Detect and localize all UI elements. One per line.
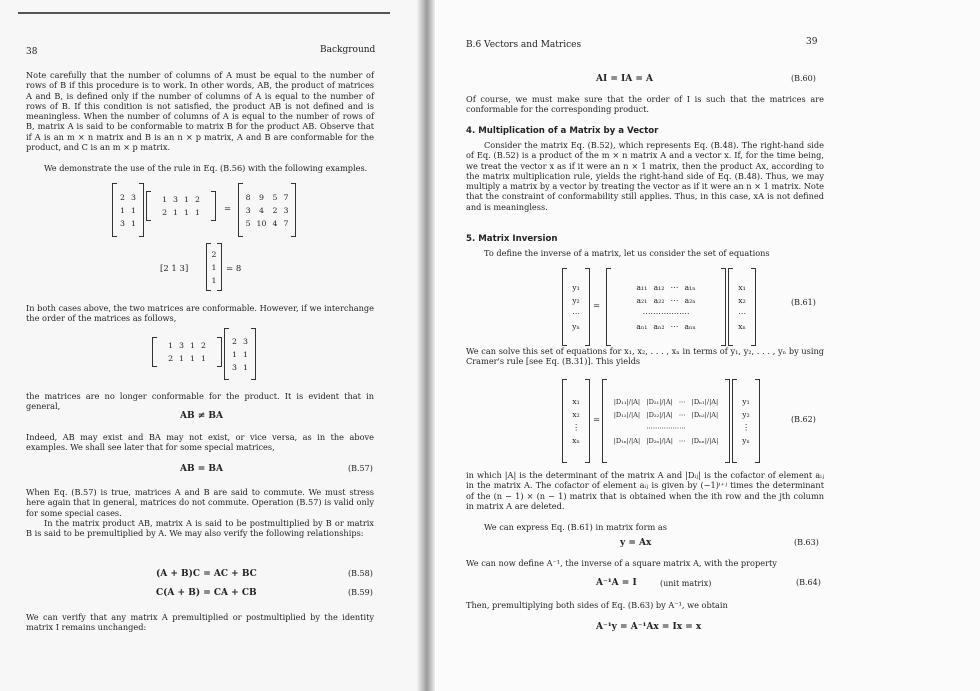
right-para-4: We can solve this set of equations for x₁, x₂, . . . , xₙ in terms of y₁, y₂, . . . , yₙ by using Cramer's rule [see Eq. (B.31)]. This yields	[466, 346, 824, 367]
example2-row-vector: [2 1 3]	[160, 264, 189, 274]
tag-b62: (B.62)	[791, 415, 816, 424]
tag-b59: (B.59)	[348, 588, 373, 597]
matrix-entry: x₂	[738, 296, 746, 305]
right-para-8: Then, premultiplying both sides of Eq. (B.63) by A⁻¹, we obtain	[466, 600, 728, 610]
left-page-number: 38	[26, 47, 38, 57]
matrix-entry: |D₁ₙ|/|A|	[613, 436, 641, 445]
eq-b60: AI = IA = A	[596, 74, 653, 84]
matrix-entry: 1	[200, 354, 206, 363]
matrix-entry: 5	[245, 218, 251, 228]
matrix-entry: 2	[232, 336, 237, 346]
left-running-head: Background	[320, 45, 376, 55]
left-page	[0, 0, 430, 691]
matrix-entry: 9	[259, 192, 264, 202]
left-para-5: Indeed, AB may exist and BA may not exist, or vice versa, as in the above examples. We shall see later that for some special matrices,	[26, 432, 374, 453]
matrix-entry: 4	[259, 205, 264, 215]
matrix-entry: a₁₂	[653, 283, 665, 292]
matrix-entry: ⋯	[670, 283, 679, 292]
right-page	[436, 0, 980, 691]
matrix-entry: |D₂₁|/|A|	[646, 397, 673, 406]
matrix-entry: a₂ₙ	[684, 296, 696, 305]
book-gutter	[417, 0, 435, 691]
matrix-entry: ⋯	[678, 436, 686, 445]
matrix-entry: y₂	[572, 296, 580, 305]
right-para-6: We can express Eq. (B.61) in matrix form as	[484, 522, 667, 532]
matrix-entry: xₙ	[738, 322, 746, 331]
matrix-entry: 1	[211, 275, 217, 285]
matrix-entry: |D₂ₙ|/|A|	[646, 436, 673, 445]
matrix-entry: 1	[131, 205, 136, 215]
matrix-entry: aₙ₁	[636, 322, 648, 331]
left-para-2: We demonstrate the use of the rule in Eq. (B.56) with the following examples.	[44, 163, 368, 173]
matrix-entry: 1	[232, 349, 237, 359]
matrix-entry: aₙₙ	[684, 322, 696, 331]
matrix-entry: 1	[243, 349, 248, 359]
matrix-entry: 2	[211, 249, 217, 259]
matrix-entry: 5	[272, 192, 278, 202]
tag-b63: (B.63)	[794, 538, 819, 547]
eq-b61-a-matrix	[606, 268, 726, 346]
matrix-entry: ⋯	[678, 397, 686, 406]
right-para-7: We can now define A⁻¹, the inverse of a square matrix A, with the property	[466, 558, 777, 568]
matrix-entry: 3	[120, 218, 125, 228]
left-para-1: Note carefully that the number of columns of A must be equal to the number of rows of B if this procedure is to work. In other words, AB, the product of matrices A and B, is defined only if the number of columns of A is equal to the number of rows of B. If this condition is not satisfied, the product AB is not defined and is meaningless. When the number of columns of A is equal to the number of rows of B, matrix A is said to be conformable to matrix B for the product AB. Observe that if A is an m × n matrix and B is an n × p matrix, A and B are conformable for the product, and C is an m × p matrix.	[26, 70, 374, 153]
eq-b62-y-vector	[732, 379, 760, 463]
example2-column-vector	[206, 243, 222, 291]
matrix-entry: 1	[120, 205, 125, 215]
matrix-entry: 3	[245, 205, 251, 215]
matrix-entry: ⋮	[742, 423, 750, 432]
matrix-entry: 8	[245, 192, 251, 202]
eq-b62-x-vector	[562, 379, 590, 463]
tag-b64: (B.64)	[796, 578, 821, 587]
eq-b63: y = Ax	[620, 538, 652, 548]
eq-b64: A⁻¹A = I	[596, 578, 637, 588]
matrix-entry: 3	[232, 362, 237, 372]
tag-b60: (B.60)	[791, 74, 816, 83]
matrix-entry: 1	[243, 362, 248, 372]
matrix-entry: 1	[162, 195, 168, 204]
matrix-entry: y₁	[572, 283, 580, 292]
eq-b61-y-vector	[562, 268, 590, 346]
matrix-entry: yₙ	[742, 436, 750, 445]
right-para-1: Of course, we must make sure that the order of I is such that the matrices are conformable for the corresponding product.	[466, 94, 824, 115]
eq-b61-equals: =	[593, 301, 601, 311]
right-para-3: To define the inverse of a matrix, let us consider the set of equations	[484, 248, 770, 258]
example1-matrix-c	[238, 183, 296, 237]
matrix-entry: 1	[211, 262, 217, 272]
matrix-entry: y₂	[742, 410, 750, 419]
matrix-entry: ⋯	[738, 309, 746, 318]
left-para-4: the matrices are no longer conformable for the product. It is evident that in general,	[26, 391, 374, 412]
matrix-entry: 2	[162, 208, 168, 217]
top-rule	[18, 12, 390, 14]
eq-b59: C(A + B) = CA + CB	[156, 588, 257, 598]
matrix-entry: 1	[179, 354, 184, 363]
matrix-entry: x₁	[738, 283, 746, 292]
matrix-entry: 3	[179, 341, 184, 350]
matrix-entry: 1	[190, 341, 195, 350]
matrix-entry: |Dₙ₂|/|A|	[691, 410, 719, 419]
matrix-entry: 2	[272, 205, 278, 215]
matrix-entry: |Dₙ₁|/|A|	[691, 397, 719, 406]
matrix-entry: |D₁₂|/|A|	[613, 410, 641, 419]
matrix-entry: 10	[256, 218, 267, 228]
matrix-entry: ⋯	[670, 296, 679, 305]
matrix-entry: a₂₂	[653, 296, 665, 305]
matrix-entry: x₂	[572, 410, 580, 419]
matrix-entry: a₂₁	[636, 296, 648, 305]
tag-b57: (B.57)	[348, 464, 373, 473]
heading-matrix-inversion: 5. Matrix Inversion	[466, 234, 558, 244]
matrix-entry: 1	[168, 341, 174, 350]
matrix-entry: a₁₁	[636, 283, 648, 292]
matrix-entry: aₙ₂	[653, 322, 665, 331]
matrix-entry: 4	[272, 218, 278, 228]
eq-b57: AB = BA	[180, 464, 223, 474]
matrix-entry: 1	[173, 208, 178, 217]
matrix-entry: |Dₙₙ|/|A|	[691, 436, 719, 445]
matrix-entry: ⋯	[670, 322, 679, 331]
left-para-6: When Eq. (B.57) is true, matrices A and B are said to commute. We must stress here again that in general, matrices do not commute. Operation (B.57) is valid only for some special cases.	[26, 487, 374, 518]
example1-equals: =	[224, 204, 232, 214]
matrix-entry: a₁ₙ	[684, 283, 696, 292]
example3-matrix-b	[224, 328, 256, 380]
eq-b58: (A + B)C = AC + BC	[156, 569, 257, 579]
matrix-entry: 1	[131, 218, 136, 228]
matrix-entry: 1	[184, 208, 189, 217]
matrix-entry: 1	[184, 195, 189, 204]
example1-matrix-b	[146, 191, 216, 221]
matrix-entry: ⋯	[572, 309, 580, 318]
matrix-entry: 1	[194, 208, 200, 217]
matrix-entry: yₙ	[572, 322, 580, 331]
left-para-3: In both cases above, the two matrices are conformable. However, if we interchange the order of the matrices as follows,	[26, 303, 374, 324]
matrix-entry: 2	[200, 341, 206, 350]
matrix-entry: 3	[131, 192, 136, 202]
eq-b62-equals: =	[593, 415, 601, 425]
heading-multiplication: 4. Multiplication of a Matrix by a Vector	[466, 126, 659, 136]
example1-matrix-a	[112, 183, 144, 237]
right-para-2: Consider the matrix Eq. (B.52), which represents Eq. (B.48). The right-hand side of Eq. (B.52) is a product of the m × n matrix A and a vector x. If, for the time being, we treat the vector x as if it were an n × 1 matrix, then the product Ax, according to the matrix multiplication rule, yields the right-hand side of Eq. (B.48). Thus, we may multiply a matrix by a vector by treating the vector as if it were an n × 1 matrix. Note that the constraint of conformability still applies. Thus, in this case, xA is not defined and is meaningless.	[466, 140, 824, 212]
example2-result: = 8	[226, 264, 242, 274]
left-para-8: We can verify that any matrix A premultiplied or postmultiplied by the identity matrix I remains unchanged:	[26, 612, 374, 633]
matrix-entry: 2	[120, 192, 125, 202]
left-para-7: In the matrix product AB, matrix A is said to be postmultiplied by B or matrix B is said to be premultiplied by A. We may also verify the following relationships:	[26, 518, 374, 539]
matrix-entry: |D₂₂|/|A|	[646, 410, 673, 419]
matrix-entry: |D₁₁|/|A|	[613, 397, 641, 406]
right-page-number: 39	[806, 37, 818, 47]
matrix-entry: ⋯⋯⋯⋯⋯⋯	[642, 309, 690, 318]
matrix-entry: 3	[283, 205, 289, 215]
eq-b62-cofactor-matrix	[602, 379, 730, 463]
right-para-5: in which |A| is the determinant of the matrix A and |Dᵢⱼ| is the cofactor of element aᵢⱼ in the matrix A. The cofactor of element aᵢⱼ is given by (−1)ⁱ⁺ʲ times the determinant of the (n − 1) × (n − 1) matrix that is obtained when the ith row and the jth column in matrix A are deleted.	[466, 470, 824, 511]
eq-ab-neq-ba: AB ≠ BA	[180, 411, 223, 421]
matrix-entry: 2	[194, 195, 200, 204]
matrix-entry: 3	[173, 195, 178, 204]
matrix-entry: y₁	[742, 397, 750, 406]
example3-matrix-a	[152, 337, 222, 367]
matrix-entry: 7	[283, 192, 289, 202]
matrix-entry: 3	[243, 336, 248, 346]
eq-last: A⁻¹y = A⁻¹Ax = Ix = x	[596, 622, 702, 632]
tag-b61: (B.61)	[791, 298, 816, 307]
matrix-entry: xₙ	[572, 436, 580, 445]
eq-b64-note: (unit matrix)	[660, 579, 712, 588]
matrix-entry: ⋮	[572, 423, 580, 432]
tag-b58: (B.58)	[348, 569, 373, 578]
eq-b61-x-vector	[728, 268, 756, 346]
matrix-entry: ⋯⋯⋯⋯⋯⋯	[646, 423, 686, 432]
matrix-entry: ⋯	[678, 410, 686, 419]
matrix-entry: 1	[190, 354, 195, 363]
right-section-head: B.6 Vectors and Matrices	[466, 40, 582, 50]
matrix-entry: 7	[283, 218, 289, 228]
matrix-entry: x₁	[572, 397, 580, 406]
matrix-entry: 2	[168, 354, 174, 363]
